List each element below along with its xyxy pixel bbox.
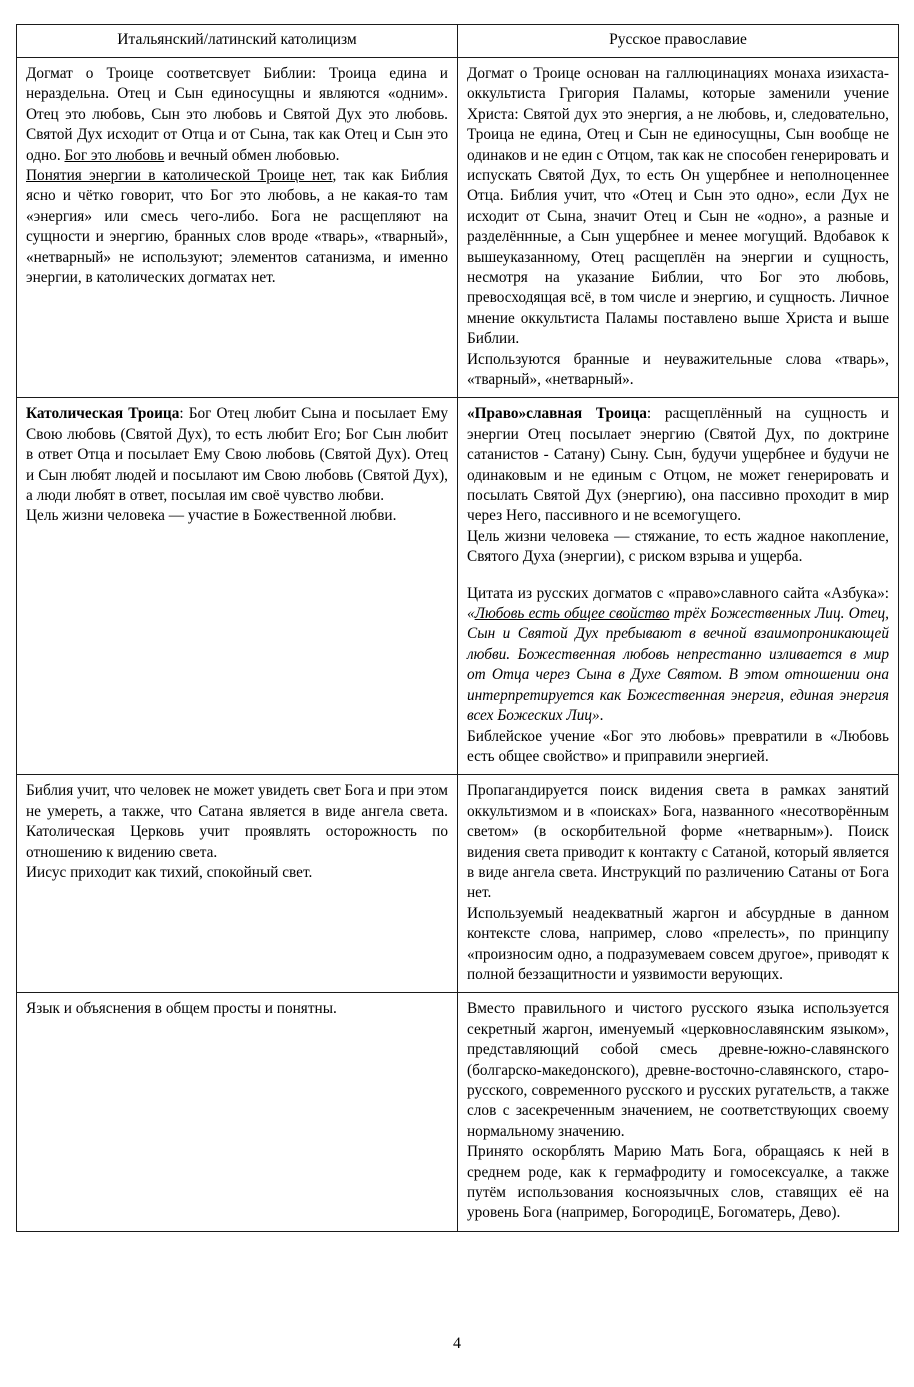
- paragraph: [26, 166, 448, 288]
- text-run-plain: Используются бранные и неуважительные слова «тварь», «тварный», «нетварный».: [467, 350, 889, 389]
- text-run-plain: Вместо правильного и чистого русского языка используется секретный жаргон, именуемый «церковнославянским языком», представляющий собой смесь древне-южно-славянского (болгарско-македонского), древне-восточно-славянского, старо-русского, современного русского и русских ругательств, а также слов с засекреченным значением, не соответствующих своему нормальному значению.: [467, 1000, 889, 1140]
- table-header-row: [17, 25, 899, 58]
- cell-content: [467, 781, 889, 985]
- text-run-italic-underline: Любовь есть общее свойство: [474, 605, 670, 623]
- paragraph: [26, 64, 448, 166]
- table-cell-orthodoxy: [458, 398, 899, 775]
- cell-content: [467, 404, 889, 767]
- text-run-plain: Догмат о Троице основан на галлюцинациях монаха изихаста-оккультиста Григория Паламы, которые заменили учение Христа: Святой дух это энергия, а не любовь, и, следовательно, Троица не едина, Отец и Сын не единосущны, Сын вообще не одинаков и не един с Отцом, так как не способен генерировать и испускать Святой Дух, то есть Он ущербнее и неполноценнее Отца. Библия учит, что «Отец и Сын это одно», если Дух не исходит от Сына, значит Отец и Сын не «одно», а разные и разделённные, а Сын ущербнее и менее могущий. Вдобавок к вышеуказанному, Отец расщеплён на энергии и сущность, несмотря на указание Библии, что Бог это любовь, превосходящая всё, в том числе и энергию, и сущность. Личное мнение оккультиста Паламы поставлено выше Христа и выше Библии.: [467, 64, 889, 348]
- table-row: [17, 993, 899, 1231]
- text-run-plain: , так как Библия ясно и чётко говорит, что Бог это любовь, а не какая-то там «энергия» или смесь чего-либо. Бога не расщепляют на сущности и энергию, бранных слов вроде «тварь», «тварный», «нетварный» не используют; элементов сатанизма, и именно энергии, в католических догматах нет.: [26, 166, 448, 286]
- text-run-plain: Иисус приходит как тихий, спокойный свет.: [26, 863, 313, 881]
- cell-content: [26, 999, 448, 1019]
- table-cell-catholicism: [17, 398, 458, 775]
- paragraph: [467, 64, 889, 350]
- table-row: [17, 57, 899, 398]
- text-run-bold: «Право»славная Троица: [467, 405, 647, 423]
- column-header-orthodoxy-label: Русское православие: [609, 31, 747, 48]
- text-run-italic: трёх Божественных Лиц. Отец, Сын и Святой Дух пребывают в вечной взаимопроникающей любви. Божественная любовь непрестанно изливается в мир от Отца через Сына в Духе Святом. В этом отношении она интерпретируется как Божественная энергия, единая энергия всех Божеских Лиц»: [467, 605, 890, 725]
- text-run-plain: : расщеплённый на сущность и энергии Отец посылает энергию (Святой Дух, по доктрине сатанистов - Сатану) Сыну. Сын, будучи ущербнее и будучи не одинаковым и не единым с Отцом, не может генерировать и посылать Святой Дух (энергию), она пассивно проходит в мир через Него, пассивного и не всемогущего.: [467, 405, 889, 525]
- text-run-plain: Цель жизни человека — участие в Божественной любви.: [26, 507, 397, 525]
- text-run-plain: Пропагандируется поиск видения света в рамках занятий оккультизмом и в «поисках» Бога, названного «несотворённым светом» (в оскорбительной форме «нетварным»). Поиск видения света приводит к контакту с Сатаной, который является в виде ангела света. Инструкций по различению Сатаны от Бога нет.: [467, 782, 889, 902]
- paragraph: [467, 527, 889, 568]
- table-row: [17, 775, 899, 993]
- column-header-orthodoxy: [458, 25, 899, 58]
- text-run-plain: Язык и объяснения в общем просты и понятны.: [26, 1000, 337, 1018]
- paragraph: [26, 999, 448, 1019]
- paragraph: [467, 404, 889, 526]
- table-cell-orthodoxy: [458, 57, 899, 398]
- text-run-underline: Понятия энергии в католической Троице нет: [26, 166, 333, 184]
- table-cell-catholicism: [17, 775, 458, 993]
- paragraph-spacer: [467, 568, 889, 584]
- text-run-plain: : Бог Отец любит Сына и посылает Ему Свою любовь (Святой Дух), то есть любит Его; Бог Сын любит в ответ Отца и посылает Ему Свою любовь (Святой Дух). Отец и Сын любят людей и посылают им Свою любовь (Святой Дух), а люди любят в ответ, посылая им своё чувство любви.: [26, 405, 448, 505]
- paragraph: [26, 404, 448, 506]
- text-run-plain: Используемый неадекватный жаргон и абсурдные в данном контексте слова, например, слово «прелесть», по принципу «произносим одно, а подразумеваем совсем другое», приводят к полной беззащитности и уязвимости верующих.: [467, 904, 889, 983]
- cell-content: [26, 781, 448, 883]
- text-run-plain: Библия учит, что человек не может увидеть свет Бога и при этом не умереть, а также, что Сатана является в виде ангела света. Католическая Церковь учит проявлять осторожность по отношению к видению света.: [26, 782, 448, 861]
- text-run-plain: Цитата из русских догматов с «право»славного сайта «Азбука»:: [467, 584, 889, 602]
- paragraph: [467, 350, 889, 391]
- column-header-catholicism-label: Итальянский/латинский католицизм: [117, 31, 357, 48]
- table-cell-orthodoxy: [458, 993, 899, 1231]
- table-cell-catholicism: [17, 993, 458, 1231]
- paragraph: [467, 727, 889, 768]
- table-header: [17, 25, 899, 58]
- text-run-plain: Цель жизни человека — стяжание, то есть жадное накопление, Святого Духа (энергии), с риском взрыва и ущерба.: [467, 527, 889, 566]
- cell-content: [26, 64, 448, 288]
- paragraph: [467, 999, 889, 1142]
- table-cell-catholicism: [17, 57, 458, 398]
- comparison-table: [16, 24, 899, 1232]
- page-number: 4: [453, 1335, 461, 1352]
- cell-content: [26, 404, 448, 526]
- paragraph: [467, 1142, 889, 1224]
- text-run-italic: «: [467, 605, 475, 623]
- table-cell-orthodoxy: [458, 775, 899, 993]
- table-body: [17, 57, 899, 1231]
- paragraph: [26, 863, 448, 883]
- text-run-bold: Католическая Троица: [26, 405, 180, 423]
- paragraph: [467, 584, 889, 727]
- cell-content: [467, 64, 889, 391]
- text-run-plain: Догмат о Троице соответсвует Библии: Троица едина и нераздельна. Отец и Сын единосущны и являются «одним». Отец это любовь, Сын это любовь и Святой Дух это любовь. Святой Дух исходит от Отца и от Сына, так как Отец и Сын это одно.: [26, 64, 448, 164]
- text-run-plain: и вечный обмен любовью.: [164, 146, 340, 164]
- cell-content: [467, 999, 889, 1223]
- text-run-underline: Бог это любовь: [64, 146, 165, 164]
- paragraph: [26, 506, 448, 526]
- paragraph: [467, 781, 889, 903]
- text-run-plain: Библейское учение «Бог это любовь» превратили в «Любовь есть общее свойство» и приправили энергией.: [467, 727, 889, 765]
- text-run-plain: .: [599, 707, 604, 725]
- paragraph: [26, 781, 448, 863]
- table-row: [17, 398, 899, 775]
- text-run-plain: Принято оскорблять Марию Мать Бога, обращаясь к ней в среднем роде, как к гермафродиту и гомосексуалке, а также путём использования косноязычных слов, ставящих её на уровень Бога (например, БогородицЕ, Богоматерь, Дево).: [467, 1143, 889, 1222]
- column-header-catholicism: [17, 25, 458, 58]
- paragraph: [467, 904, 889, 986]
